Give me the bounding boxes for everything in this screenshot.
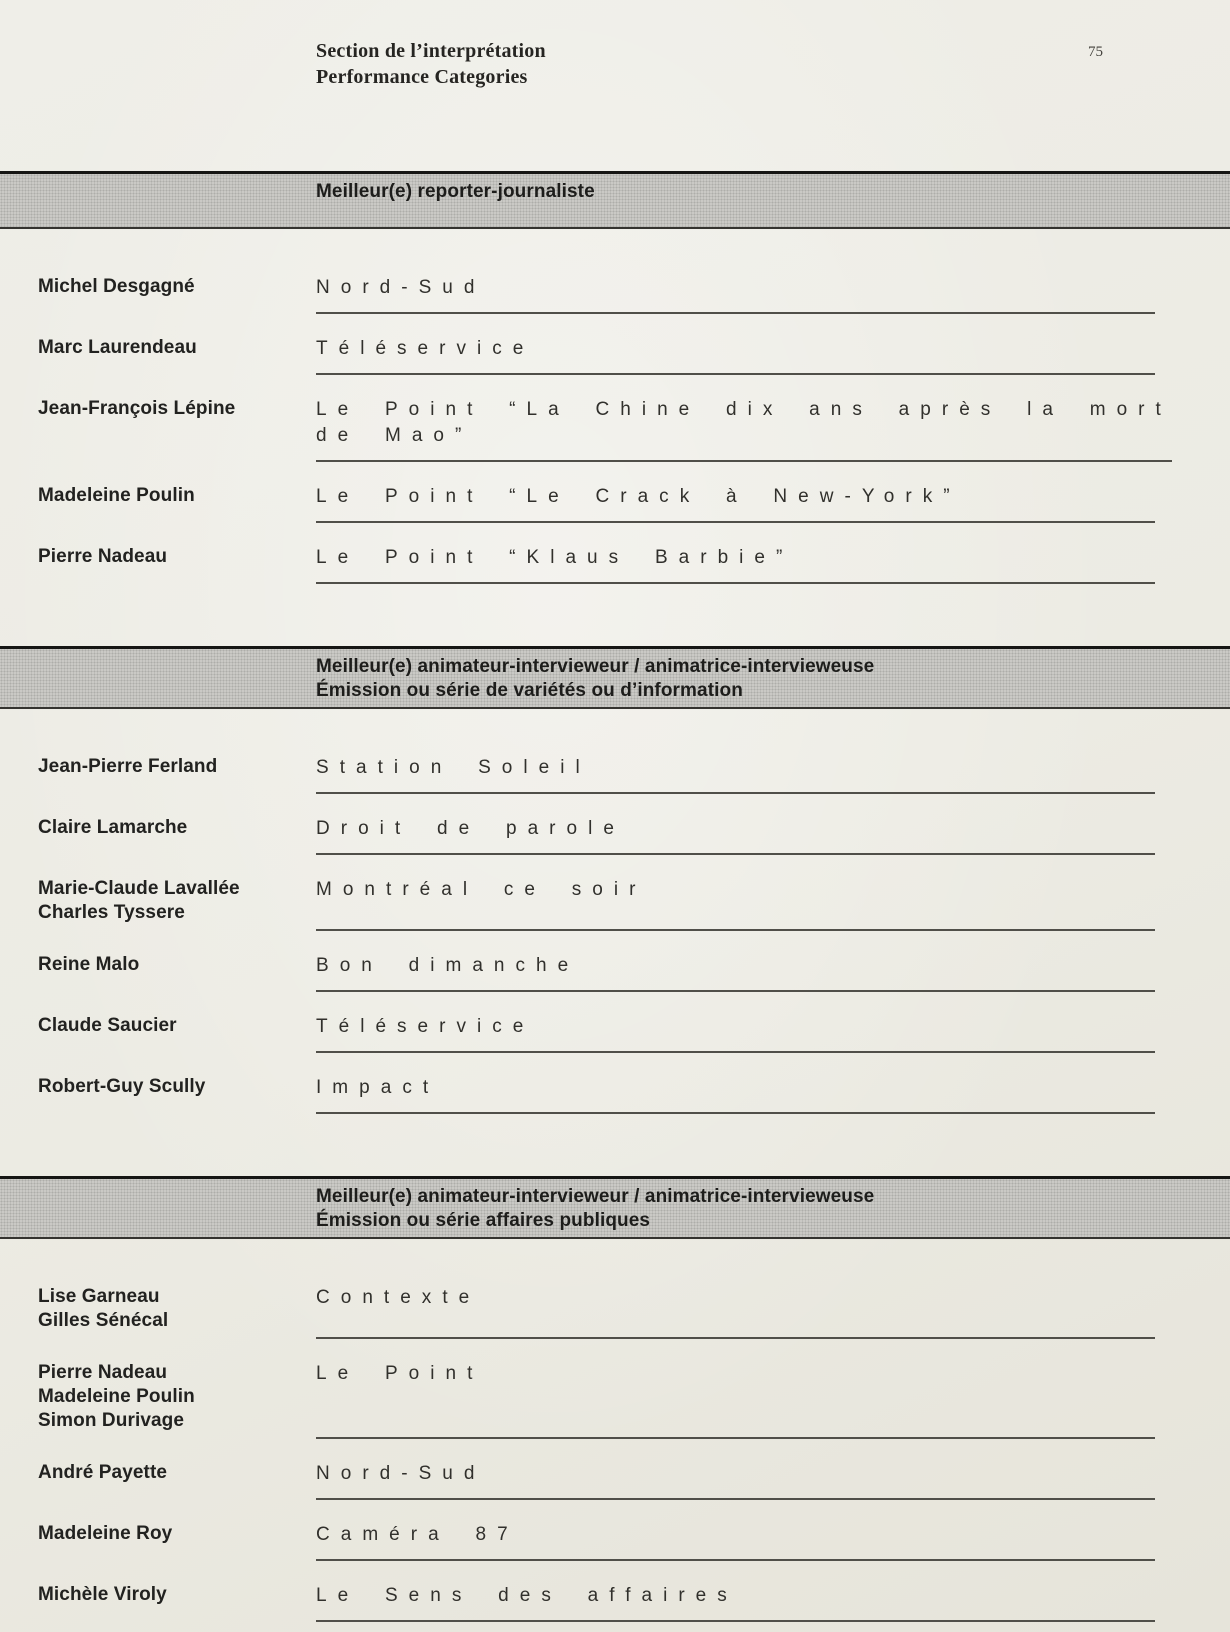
program-title: Téléservice [316, 338, 535, 359]
award-entry-row [0, 755, 1230, 794]
program-title-cell [316, 545, 1155, 584]
nominee-name: Jean-François Lépine [38, 398, 236, 419]
page-number: 75 [1088, 44, 1103, 60]
nominee-name: Madeleine Roy [38, 1523, 173, 1544]
nominee-names [0, 545, 316, 584]
nominee-name: Reine Malo [38, 954, 140, 975]
nominee-name: Lise Garneau [38, 1286, 160, 1307]
nominee-name: Michèle Viroly [38, 1584, 167, 1605]
program-title: Le Point [316, 1363, 484, 1384]
award-entry-row [0, 545, 1230, 584]
award-entry-row [0, 484, 1230, 523]
program-title-cell [316, 953, 1155, 992]
nominee-names [0, 816, 316, 855]
program-title: Droit de parole [316, 818, 625, 839]
nominee-names [0, 877, 316, 931]
program-title: Impact [316, 1077, 440, 1098]
award-entries [0, 229, 1230, 584]
document-header [316, 38, 546, 90]
nominee-name: Jean-Pierre Ferland [38, 756, 218, 777]
program-title-cell [316, 1075, 1155, 1114]
program-title: Nord-Sud [316, 1463, 486, 1484]
sections [0, 171, 1230, 1622]
category-title-line: Meilleur(e) animateur-intervieweur / animatrice-intervieweuse [316, 656, 875, 677]
category-header-bar [0, 171, 1230, 229]
program-title: Le Sens des affaires [316, 1585, 738, 1606]
header-title-french: Section de l’interprétation [316, 40, 546, 62]
program-title-cell [316, 816, 1155, 855]
nominee-name: Madeleine Poulin [38, 1386, 195, 1407]
nominee-names [0, 1285, 316, 1339]
category-header-bar [0, 646, 1230, 709]
award-entry-row [0, 1014, 1230, 1053]
nominee-name: Gilles Sénécal [38, 1310, 169, 1331]
nominee-names [0, 1583, 316, 1622]
program-title-cell [316, 1285, 1155, 1339]
nominee-name: Michel Desgagné [38, 276, 195, 297]
program-title-cell [316, 275, 1155, 314]
nominee-names [0, 336, 316, 375]
program-title-cell [316, 877, 1155, 931]
award-entries [0, 709, 1230, 1114]
nominee-names [0, 1014, 316, 1053]
category-title-line: Meilleur(e) animateur-intervieweur / animatrice-intervieweuse [316, 1186, 875, 1207]
award-entry-row [0, 1461, 1230, 1500]
program-title-cell [316, 1014, 1155, 1053]
program-title: Contexte [316, 1287, 481, 1308]
program-title-cell [316, 1361, 1155, 1439]
award-entries [0, 1239, 1230, 1622]
award-entry-row [0, 1583, 1230, 1622]
award-entry-row [0, 336, 1230, 375]
program-title-cell [316, 397, 1172, 462]
nominee-name: Marc Laurendeau [38, 337, 197, 358]
award-section [0, 1176, 1230, 1622]
award-entry-row [0, 1522, 1230, 1561]
program-title: Station Soleil [316, 757, 591, 778]
nominee-names [0, 1522, 316, 1561]
award-section [0, 646, 1230, 1114]
program-title-cell [316, 1583, 1155, 1622]
header-title-english: Performance Categories [316, 66, 528, 88]
nominee-name: Robert-Guy Scully [38, 1076, 206, 1097]
nominee-name: Pierre Nadeau [38, 546, 168, 567]
award-section [0, 171, 1230, 584]
program-title: Bon dimanche [316, 955, 580, 976]
program-title: Nord-Sud [316, 277, 486, 298]
category-title-line: Émission ou série de variétés ou d’information [316, 680, 743, 701]
nominee-name: Simon Durivage [38, 1410, 185, 1431]
nominee-names [0, 1075, 316, 1114]
category-title-line: Meilleur(e) reporter-journaliste [316, 181, 595, 202]
program-title: Téléservice [316, 1016, 535, 1037]
nominee-names [0, 275, 316, 314]
award-entry-row [0, 816, 1230, 855]
category-title-line: Émission ou série affaires publiques [316, 1210, 651, 1231]
nominee-name: André Payette [38, 1462, 168, 1483]
program-title-cell [316, 336, 1155, 375]
award-entry-row [0, 877, 1230, 931]
award-entry-row [0, 275, 1230, 314]
nominee-name: Claude Saucier [38, 1015, 177, 1036]
nominee-name: Pierre Nadeau [38, 1362, 168, 1383]
nominee-name: Claire Lamarche [38, 817, 188, 838]
award-entry-row [0, 953, 1230, 992]
nominee-names [0, 755, 316, 794]
award-entry-row [0, 1361, 1230, 1439]
nominee-name: Marie-Claude Lavallée [38, 878, 240, 899]
nominee-name: Charles Tyssere [38, 902, 185, 923]
program-title: Le Point “Le Crack à New-York” [316, 486, 961, 507]
nominee-names [0, 1361, 316, 1439]
program-title: de Mao” [316, 425, 473, 446]
program-title-cell [316, 484, 1155, 523]
program-title: Le Point “Klaus Barbie” [316, 547, 794, 568]
program-title-cell [316, 1461, 1155, 1500]
category-header-bar [0, 1176, 1230, 1239]
nominee-name: Madeleine Poulin [38, 485, 195, 506]
nominee-names [0, 1461, 316, 1500]
program-title-cell [316, 755, 1155, 794]
program-title-cell [316, 1522, 1155, 1561]
program-title: Caméra 87 [316, 1524, 519, 1545]
nominee-names [0, 484, 316, 523]
nominee-names [0, 397, 316, 462]
program-title: Montréal ce soir [316, 879, 647, 900]
award-entry-row [0, 1285, 1230, 1339]
nominee-names [0, 953, 316, 992]
award-entry-row [0, 397, 1230, 462]
program-title: Le Point “La Chine dix ans après la mort [316, 399, 1172, 420]
award-entry-row [0, 1075, 1230, 1114]
